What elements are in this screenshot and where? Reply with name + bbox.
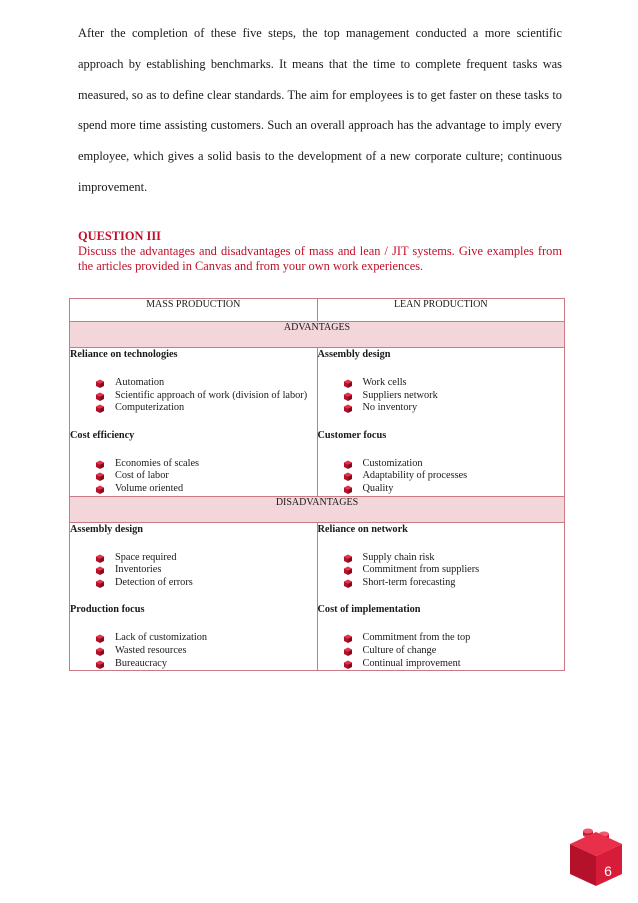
list-item	[95, 658, 317, 671]
list-item-text: Adaptability of processes	[362, 470, 468, 482]
advantages-band-row	[70, 322, 565, 348]
bullet-list	[70, 552, 317, 590]
disadvantages-mass-cell	[70, 522, 318, 671]
page-number: 6	[604, 863, 612, 879]
list-item	[343, 577, 565, 590]
category-title: Customer focus	[317, 429, 387, 441]
bullet-list	[318, 552, 565, 590]
list-item	[343, 483, 565, 496]
list-item-text: Computerization	[115, 402, 185, 414]
bullet-list	[70, 377, 317, 415]
list-item-text: Culture of change	[362, 644, 437, 656]
list-item	[95, 390, 317, 403]
red-cube-bullet-icon	[343, 392, 353, 401]
list-item-text: Quality	[362, 482, 394, 494]
list-item-text: Commitment from suppliers	[362, 564, 480, 576]
advantages-lean-cell	[317, 348, 565, 497]
question-text: Discuss the advantages and disadvantages of mass and lean / JIT systems. Give examples from the articles provided in Canvas and from your own work experiences.	[78, 244, 562, 273]
red-cube-bullet-icon	[343, 460, 353, 469]
category-title: Cost efficiency	[70, 429, 135, 441]
advantages-mass-cell	[70, 348, 318, 497]
list-item-text: Continual improvement	[362, 657, 461, 669]
bullet-list	[318, 632, 565, 670]
list-item	[95, 483, 317, 496]
list-item-text: Commitment from the top	[362, 632, 471, 644]
red-cube-bullet-icon	[343, 647, 353, 656]
list-item	[343, 458, 565, 471]
list-item-text: Short-term forecasting	[362, 576, 456, 588]
list-item-text: Work cells	[362, 377, 407, 388]
list-item	[95, 552, 317, 565]
list-item	[95, 645, 317, 658]
red-cube-bullet-icon	[343, 579, 353, 588]
disadvantages-band: DISADVANTAGES	[70, 496, 565, 522]
list-item	[95, 458, 317, 471]
red-cube-bullet-icon	[95, 485, 105, 494]
list-item	[343, 564, 565, 577]
disadvantages-row	[70, 522, 565, 671]
list-item-text: Detection of errors	[115, 576, 193, 588]
page-number-cube-icon	[566, 826, 626, 888]
advantages-band: ADVANTAGES	[70, 322, 565, 348]
list-item-text: Cost of labor	[115, 470, 169, 482]
list-item-text: Scientific approach of work (division of labor)	[115, 389, 308, 401]
list-item-text: Suppliers network	[362, 389, 438, 401]
list-item-text: Economies of scales	[115, 457, 200, 469]
bullet-list	[318, 458, 565, 496]
list-item	[95, 402, 317, 415]
red-cube-bullet-icon	[343, 485, 353, 494]
red-cube-bullet-icon	[343, 566, 353, 575]
mass-production-header: MASS PRODUCTION	[70, 299, 318, 322]
red-cube-bullet-icon	[95, 472, 105, 481]
list-item	[95, 632, 317, 645]
red-cube-bullet-icon	[95, 404, 105, 413]
red-cube-bullet-icon	[95, 579, 105, 588]
body-paragraph: After the completion of these five steps, the top management conducted a more scientific approach by establishing benchmarks. It means that the time to complete frequent tasks was measured, so as to define clear standards. The aim for employees is to get faster on these tasks to spend more time assisting customers. Such an overall approach has the advantage to imply every employee, which gives a solid basis to the development of a new corporate culture; continuous improvement.	[78, 26, 562, 194]
red-cube-bullet-icon	[95, 660, 105, 669]
list-item	[343, 632, 565, 645]
red-cube-bullet-icon	[95, 554, 105, 563]
list-item	[343, 645, 565, 658]
list-item	[343, 470, 565, 483]
disadvantages-band-row	[70, 496, 565, 522]
list-item-text: Customization	[362, 457, 423, 469]
advantages-row	[70, 348, 565, 497]
red-cube-bullet-icon	[95, 647, 105, 656]
list-item	[343, 402, 565, 415]
red-cube-bullet-icon	[343, 472, 353, 481]
list-item-text: Supply chain risk	[362, 551, 435, 563]
list-item-text: Wasted resources	[115, 644, 187, 656]
list-item-text: Space required	[115, 551, 177, 563]
bullet-list	[70, 458, 317, 496]
red-cube-bullet-icon	[95, 634, 105, 643]
list-item	[95, 470, 317, 483]
red-cube-bullet-icon	[343, 379, 353, 388]
table-header-row	[70, 299, 565, 322]
red-cube-bullet-icon	[95, 566, 105, 575]
list-item	[343, 658, 565, 671]
list-item-text: Volume oriented	[115, 482, 184, 494]
comparison-table	[69, 298, 565, 671]
category-title: Cost of implementation	[317, 604, 421, 616]
category-title: Reliance on network	[317, 523, 408, 535]
list-item-text: No inventory	[362, 402, 418, 414]
bullet-list	[70, 632, 317, 670]
list-item	[343, 552, 565, 565]
category-title: Reliance on technologies	[70, 349, 178, 360]
category-title: Assembly design	[317, 349, 391, 360]
red-cube-bullet-icon	[343, 660, 353, 669]
category-title: Assembly design	[70, 523, 143, 535]
list-item	[95, 564, 317, 577]
lean-production-header: LEAN PRODUCTION	[317, 299, 565, 322]
question-title: QUESTION III	[78, 229, 161, 243]
red-cube-bullet-icon	[95, 392, 105, 401]
list-item-text: Inventories	[115, 564, 162, 576]
red-cube-bullet-icon	[343, 634, 353, 643]
bullet-list	[318, 377, 565, 415]
red-cube-bullet-icon	[95, 379, 105, 388]
list-item	[343, 377, 565, 390]
red-cube-bullet-icon	[95, 460, 105, 469]
red-cube-bullet-icon	[343, 404, 353, 413]
list-item-text: Bureaucracy	[115, 657, 168, 669]
red-cube-bullet-icon	[343, 554, 353, 563]
disadvantages-lean-cell	[317, 522, 565, 671]
list-item-text: Automation	[115, 377, 165, 388]
category-title: Production focus	[70, 604, 145, 616]
list-item-text: Lack of customization	[115, 632, 208, 644]
list-item	[95, 577, 317, 590]
list-item	[95, 377, 317, 390]
list-item	[343, 390, 565, 403]
